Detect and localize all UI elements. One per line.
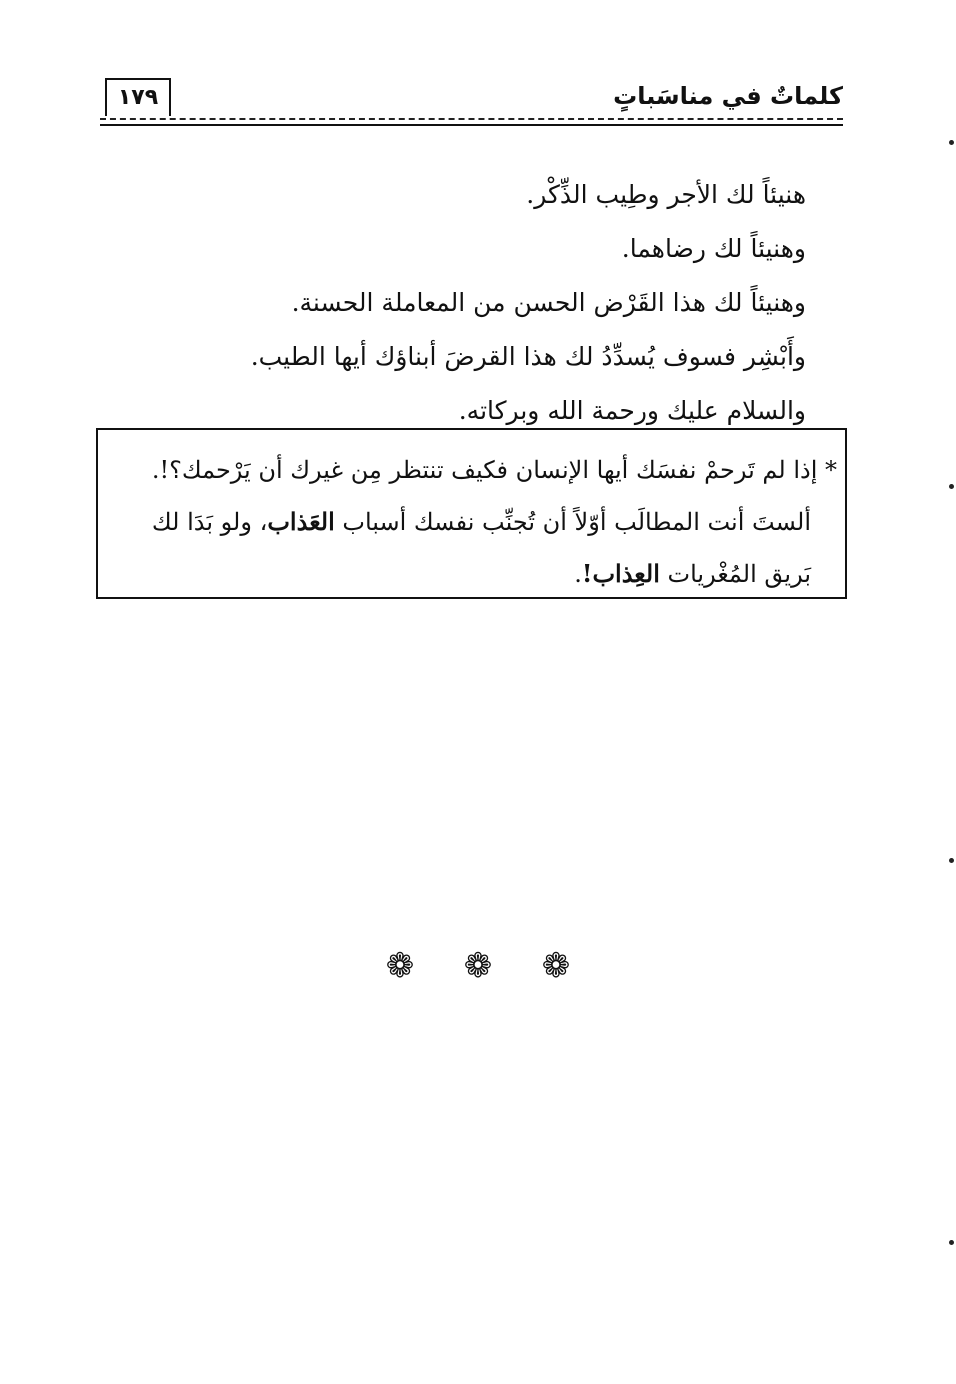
note-line [108, 496, 837, 548]
note-text: بَريق المُغْريات [659, 560, 811, 588]
page-number: ١٧٩ [105, 78, 171, 116]
body-text [166, 168, 806, 438]
page-header [100, 76, 843, 128]
note-bold-word: العِذاب! [581, 559, 660, 588]
body-line: وهنيئاً لك رضاهما. [621, 234, 806, 263]
scan-mark [949, 858, 954, 863]
body-line: والسلام عليك ورحمة الله وبركاته. [458, 396, 806, 425]
note-line: * إذا لم تَرحمْ نفسَك أيها الإنسان فكيف تنتظر مِن غيرك أن يَرْحمك؟!. [151, 456, 837, 484]
header-solid-rule [100, 124, 843, 126]
body-line: وأَبْشِر فسوف يُسدِّدُ لك هذا القرضَ أبناؤك أيها الطيب. [250, 342, 806, 371]
note-text: . [574, 560, 582, 588]
header-dashed-rule [100, 118, 843, 120]
note-line [108, 548, 837, 600]
note-text: ألستَ أنت المطالَب أوّلاً أن تُجنِّب نفسك أسباب [334, 508, 811, 536]
scan-mark [949, 484, 954, 489]
scan-mark [949, 140, 954, 145]
body-line: وهنيئاً لك هذا القَرْض الحسن من المعاملة الحسنة. [291, 288, 806, 317]
note-text: ، ولو بَدَا لك [151, 508, 268, 536]
flower-ornament-icon: ❁ [541, 946, 571, 986]
flower-ornament-icon: ❁ [463, 946, 493, 986]
running-title: كلماتٌ في مناسَباتٍ [613, 82, 843, 110]
note-bold-word: العَذاب [267, 507, 335, 536]
section-divider [378, 944, 578, 988]
scan-mark [949, 1240, 954, 1245]
note-box [96, 428, 847, 599]
body-line: هنيئاً لك الأجر وطِيب الذِّكْر. [526, 180, 806, 209]
flower-ornament-icon: ❁ [385, 946, 415, 986]
